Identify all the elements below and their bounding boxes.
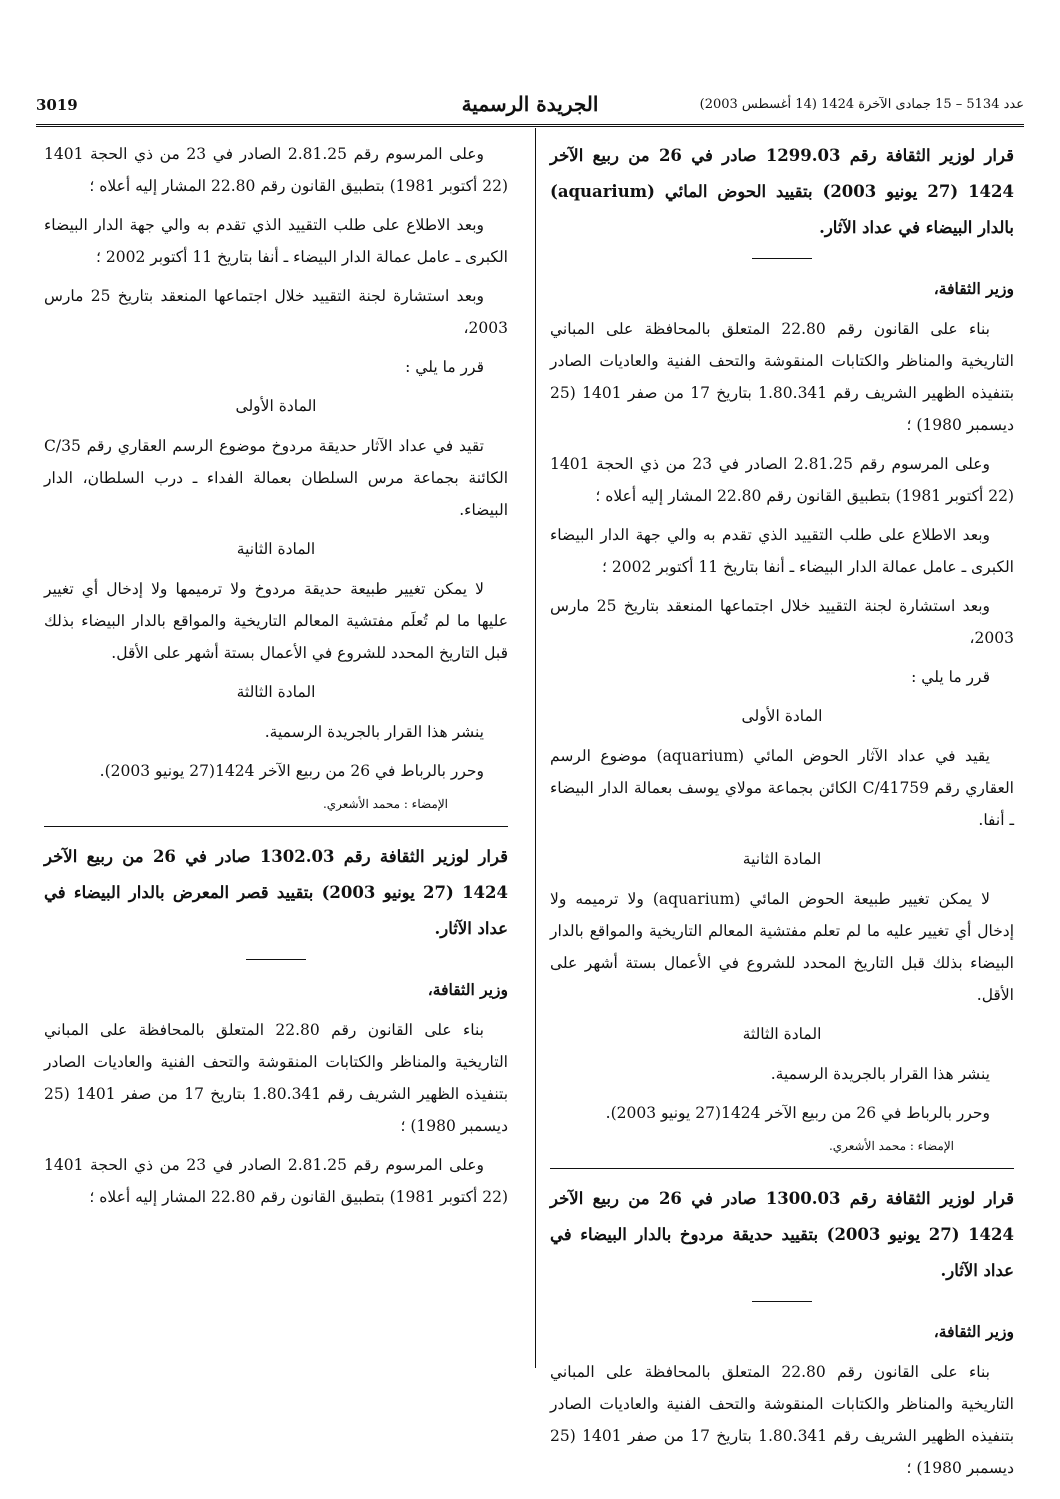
paragraph: بناء على القانون رقم 22.80 المتعلق بالمحافظة على المباني التاريخية والمناظر والكتابات المنقوشة والتحف الفنية والعاديات الصادر بتنفيذه الظهير الشريف رقم 1.80.341 بتاريخ 17 من صفر 1401 (25 ديسمبر 1980) ؛ xyxy=(550,1363,1015,1477)
gazette-title: الجريدة الرسمية xyxy=(461,92,599,116)
paragraph: وبعد استشارة لجنة التقييد خلال اجتماعها المنعقد بتاريخ 25 مارس 2003، xyxy=(44,287,508,337)
decree-separator xyxy=(44,826,508,827)
done-at: وحرر بالرباط في 26 من ربيع الآخر 1424(27 يونيو 2003). xyxy=(99,762,484,780)
article-title: المادة الأولى xyxy=(741,707,823,725)
decides-label: قرر ما يلي : xyxy=(911,668,990,686)
article-text: لا يمكن تغيير طبيعة الحوض المائي (aquarium) ولا ترميمه ولا إدخال أي تغيير عليه ما لم تعلم مفتشية المعالم التاريخية والمواقع بالدار البيضاء بذلك قبل التاريخ المحدد للشروع في الأعمال بستة أشهر على الأقل. xyxy=(550,890,1014,1004)
paragraph: وعلى المرسوم رقم 2.81.25 الصادر في 23 من ذي الحجة 1401 (22 أكتوبر 1981) بتطبيق القانون رقم 22.80 المشار إليه أعلاه ؛ xyxy=(44,1156,508,1206)
minister-label: وزير الثقافة، xyxy=(933,1322,1014,1341)
decree-1302-title: قرار لوزير الثقافة رقم 1302.03 صادر في 26 من ربيع الآخر 1424 (27 يونيو 2003) بتقييد قصر المعرض بالدار البيضاء في عداد الآثار. xyxy=(44,847,508,938)
title-separator xyxy=(246,959,306,960)
article-text: يقيد في عداد الآثار الحوض المائي (aquarium) موضوع الرسم العقاري رقم 41759/C الكائن بجماعة مولاي يوسف بعمالة الدار البيضاء ـ أنفا. xyxy=(550,747,1014,829)
article-text: ينشر هذا القرار بالجريدة الرسمية. xyxy=(264,723,484,741)
header-rule xyxy=(36,124,1024,127)
column-divider xyxy=(535,128,536,1368)
page-number: 3019 xyxy=(36,96,78,114)
paragraph: وعلى المرسوم رقم 2.81.25 الصادر في 23 من ذي الحجة 1401 (22 أكتوبر 1981) بتطبيق القانون رقم 22.80 المشار إليه أعلاه ؛ xyxy=(550,455,1014,505)
title-separator xyxy=(752,1301,812,1302)
article-text: لا يمكن تغيير طبيعة حديقة مردوخ ولا ترميمها ولا إدخال أي تغيير عليها ما لم تُعلَم مفتشية المعالم التاريخية والمواقع بالدار البيضاء بذلك قبل التاريخ المحدد للشروع في الأعمال بستة أشهر على الأقل. xyxy=(44,580,508,662)
left-column xyxy=(44,138,508,1220)
paragraph: وبعد الاطلاع على طلب التقييد الذي تقدم به والي جهة الدار البيضاء الكبرى ـ عامل عمالة الدار البيضاء ـ أنفا بتاريخ 11 أكتوبر 2002 ؛ xyxy=(550,526,1014,576)
paragraph: وبعد استشارة لجنة التقييد خلال اجتماعها المنعقد بتاريخ 25 مارس 2003، xyxy=(550,597,1014,647)
page-header xyxy=(36,92,1024,122)
decree-1300-title: قرار لوزير الثقافة رقم 1300.03 صادر في 26 من ربيع الآخر 1424 (27 يونيو 2003) بتقييد حديقة مردوخ بالدار البيضاء في عداد الآثار. xyxy=(550,1189,1014,1280)
article-text: تقيد في عداد الآثار حديقة مردوخ موضوع الرسم العقاري رقم 35/C الكائنة بجماعة مرس السلطان بعمالة الفداء ـ درب السلطان، الدار البيضاء. xyxy=(44,437,508,519)
minister-label: وزير الثقافة، xyxy=(427,980,508,999)
paragraph: وبعد الاطلاع على طلب التقييد الذي تقدم به والي جهة الدار البيضاء الكبرى ـ عامل عمالة الدار البيضاء ـ أنفا بتاريخ 11 أكتوبر 2002 ؛ xyxy=(44,216,508,266)
issue-info: عدد 5134 – 15 جمادى الآخرة 1424 (14 أغسطس 2003) xyxy=(699,97,1024,112)
article-title: المادة الثالثة xyxy=(236,683,316,701)
signature: الإمضاء : محمد الأشعري. xyxy=(828,1139,954,1153)
signature: الإمضاء : محمد الأشعري. xyxy=(322,797,448,811)
decree-1299-title: قرار لوزير الثقافة رقم 1299.03 صادر في 26 من ربيع الآخر 1424 (27 يونيو 2003) بتقييد الحوض المائي (aquarium) بالدار البيضاء في عداد الآثار. xyxy=(550,146,1014,237)
article-text: ينشر هذا القرار بالجريدة الرسمية. xyxy=(770,1065,990,1083)
decree-separator xyxy=(550,1168,1014,1169)
done-at: وحرر بالرباط في 26 من ربيع الآخر 1424(27 يونيو 2003). xyxy=(605,1104,990,1122)
article-title: المادة الأولى xyxy=(235,397,317,415)
title-separator xyxy=(752,258,812,259)
right-column xyxy=(550,138,1014,1491)
minister-label: وزير الثقافة، xyxy=(933,279,1014,298)
article-title: المادة الثالثة xyxy=(742,1025,822,1043)
paragraph: بناء على القانون رقم 22.80 المتعلق بالمحافظة على المباني التاريخية والمناظر والكتابات المنقوشة والتحف الفنية والعاديات الصادر بتنفيذه الظهير الشريف رقم 1.80.341 بتاريخ 17 من صفر 1401 (25 ديسمبر 1980) ؛ xyxy=(550,320,1015,434)
article-title: المادة الثانية xyxy=(742,850,822,868)
decides-label: قرر ما يلي : xyxy=(405,358,484,376)
article-title: المادة الثانية xyxy=(236,540,316,558)
paragraph: وعلى المرسوم رقم 2.81.25 الصادر في 23 من ذي الحجة 1401 (22 أكتوبر 1981) بتطبيق القانون رقم 22.80 المشار إليه أعلاه ؛ xyxy=(44,145,508,195)
paragraph: بناء على القانون رقم 22.80 المتعلق بالمحافظة على المباني التاريخية والمناظر والكتابات المنقوشة والتحف الفنية والعاديات الصادر بتنفيذه الظهير الشريف رقم 1.80.341 بتاريخ 17 من صفر 1401 (25 ديسمبر 1980) ؛ xyxy=(44,1021,509,1135)
